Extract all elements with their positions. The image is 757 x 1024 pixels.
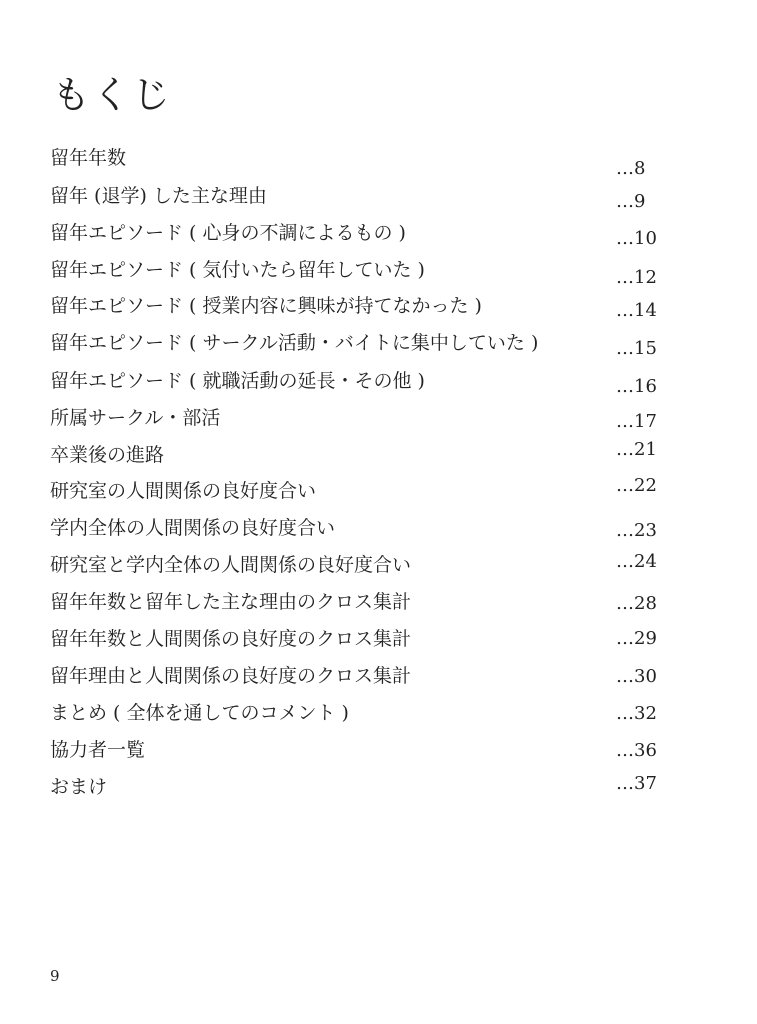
toc-entry xyxy=(0,552,757,582)
toc-entry-page: …8 xyxy=(616,158,646,179)
toc-entry-label: 学内全体の人間関係の良好度合い xyxy=(50,517,336,539)
toc-entry xyxy=(0,257,757,287)
toc-entry-page: …28 xyxy=(616,593,657,614)
toc-entry xyxy=(0,220,757,250)
toc-entry xyxy=(0,293,757,323)
toc-entry-page: …29 xyxy=(616,628,657,649)
toc-entry-label: 留年年数と留年した主な理由のクロス集計 xyxy=(50,591,412,613)
toc-entry xyxy=(0,774,757,804)
toc-entry xyxy=(0,737,757,767)
toc-entry-page: …15 xyxy=(616,338,657,359)
toc-entry-label: 所属サークル・部活 xyxy=(50,407,221,429)
toc-entry-page: …14 xyxy=(616,300,657,321)
toc-entry-page: …37 xyxy=(616,773,657,794)
page-title: もくじ xyxy=(52,73,173,117)
toc-entry xyxy=(0,589,757,619)
toc-entry xyxy=(0,183,757,213)
toc-entry-label: 留年エピソード ( 授業内容に興味が持てなかった ) xyxy=(50,295,482,317)
toc-entry xyxy=(0,145,757,179)
toc-entry-label: 留年エピソード ( サークル活動・バイトに集中していた ) xyxy=(50,332,539,354)
toc-entry-page: …30 xyxy=(616,666,657,687)
toc-entry-page: …21 xyxy=(616,439,657,460)
toc-entry-page: …36 xyxy=(616,740,657,761)
toc-entry-label: 留年エピソード ( 心身の不調によるもの ) xyxy=(50,222,406,244)
toc-entry-label: 留年 (退学) した主な理由 xyxy=(50,185,267,207)
toc-entry xyxy=(0,330,757,360)
toc-entry-label: 卒業後の進路 xyxy=(50,444,165,466)
toc-entry-page: …22 xyxy=(616,475,657,496)
toc-entry-label: 留年理由と人間関係の良好度のクロス集計 xyxy=(50,665,412,687)
toc-entry-label: 協力者一覧 xyxy=(50,739,146,761)
toc-entry-label: 留年年数 xyxy=(50,147,127,169)
page-number: 9 xyxy=(50,967,60,985)
toc-entry-page: …17 xyxy=(616,411,657,432)
toc-entry-page: …12 xyxy=(616,267,657,288)
toc-entry xyxy=(0,626,757,656)
toc-entry xyxy=(0,475,757,508)
toc-entry xyxy=(0,700,757,730)
toc-entry-page: …32 xyxy=(616,703,657,724)
toc-entry-label: 留年エピソード ( 就職活動の延長・その他 ) xyxy=(50,370,425,392)
toc-entry-page: …24 xyxy=(616,551,657,572)
toc-entry xyxy=(0,515,757,545)
toc-entry-page: …23 xyxy=(616,520,657,541)
toc-entry-page: …10 xyxy=(616,228,657,249)
toc-entry-label: 留年エピソード ( 気付いたら留年していた ) xyxy=(50,259,425,281)
toc-entry-label: 研究室と学内全体の人間関係の良好度合い xyxy=(50,554,412,576)
toc-entry xyxy=(0,439,757,472)
toc-entry-label: まとめ ( 全体を通してのコメント ) xyxy=(50,702,349,724)
toc-entry-label: 留年年数と人間関係の良好度のクロス集計 xyxy=(50,628,412,650)
toc-entry xyxy=(0,663,757,693)
toc-entry-label: おまけ xyxy=(50,776,108,798)
toc-entry-label: 研究室の人間関係の良好度合い xyxy=(50,480,317,502)
toc-entry-page: …9 xyxy=(616,191,646,212)
toc-entry xyxy=(0,368,757,398)
toc-entry-page: …16 xyxy=(616,376,657,397)
toc-entry xyxy=(0,405,757,435)
